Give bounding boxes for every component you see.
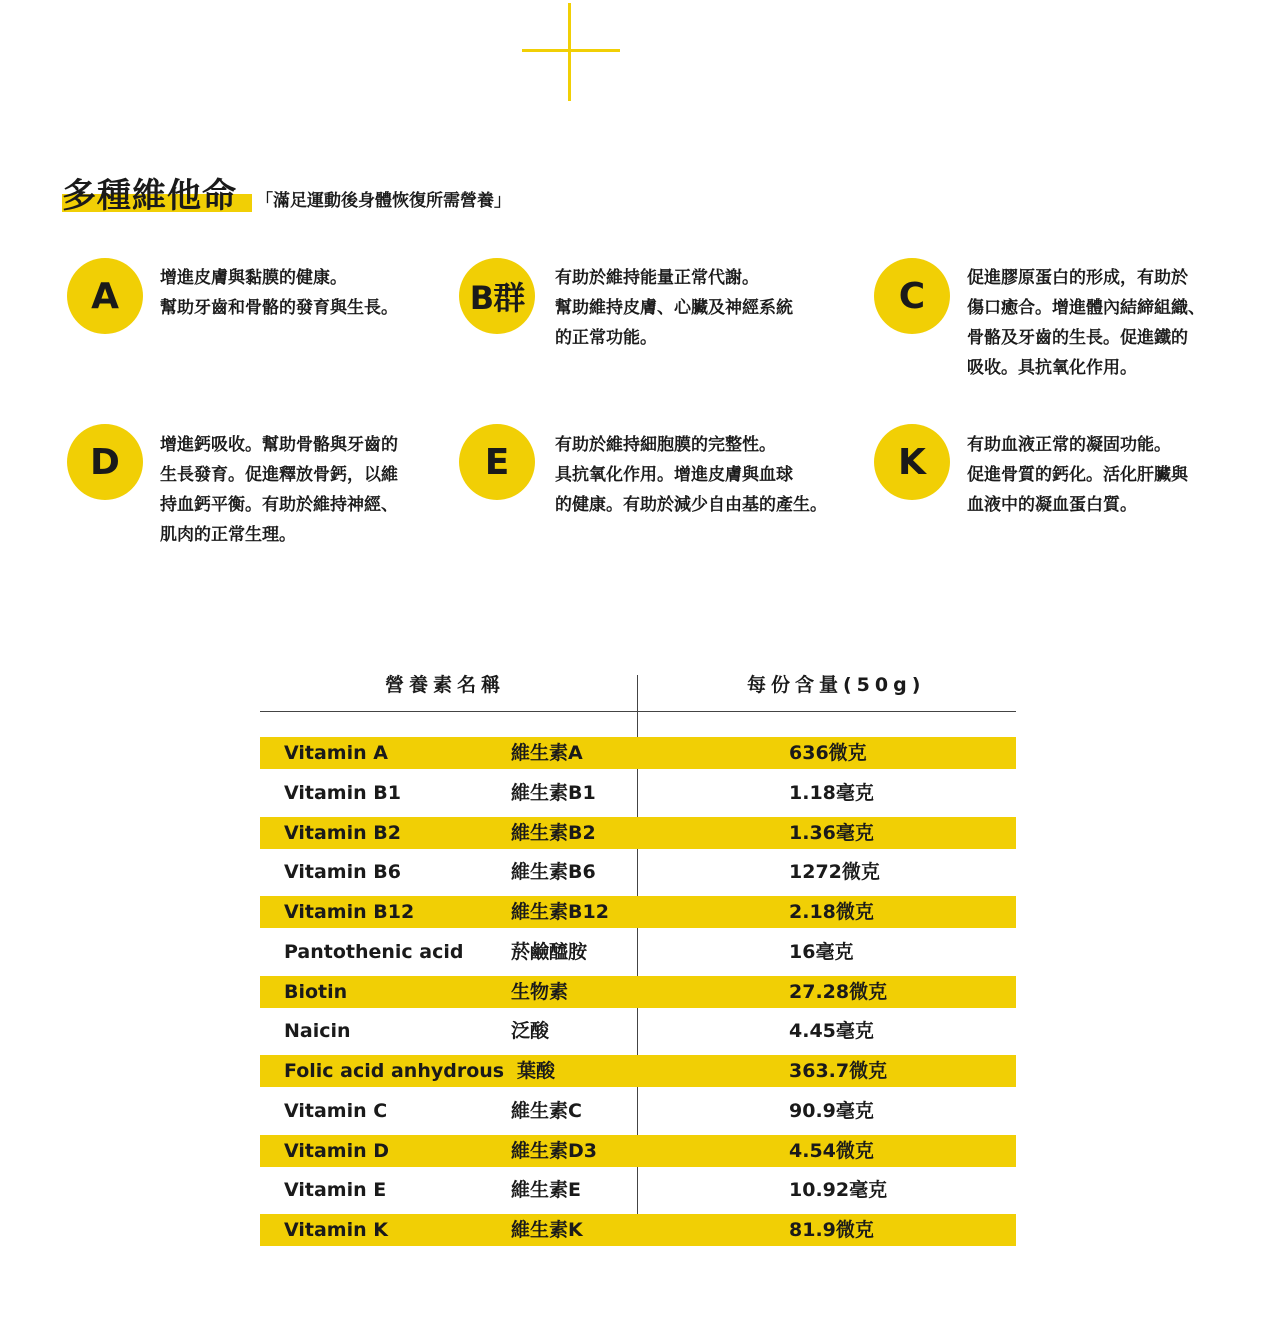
nutrient-amount: 4.54微克 [789,1139,874,1162]
nutrient-english-name: Biotin [284,980,348,1003]
nutrient-amount: 81.9微克 [789,1219,874,1241]
nutrient-chinese-name: 維生素B1 [511,781,596,804]
table-row [260,737,1016,777]
vitamin-desc-a: 增進皮膚與黏膜的健康。 幫助牙齒和骨骼的發育與生長。 [160,268,398,318]
table-row [260,1135,1016,1175]
nutrient-amount: 4.45毫克 [789,1020,874,1043]
nutrient-chinese-name: 維生素B6 [511,861,596,884]
vitamin-desc-c: 促進膠原蛋白的形成，有助於 傷口癒合。增進體內結締組織、 骨骼及牙齒的生長。促進鐵的 吸收。具抗氧化作用。 [967,268,1205,378]
table-row [260,856,1016,896]
nutrient-amount: 636微克 [789,742,867,764]
nutrient-chinese-name: 維生素B2 [511,821,596,844]
nutrient-chinese-name: 維生素B12 [511,901,609,923]
nutrient-english-name: Vitamin B6 [284,861,401,884]
nutrient-english-name: Vitamin B1 [284,781,401,804]
nutrient-amount: 1272微克 [789,861,880,884]
decorative-cross [522,3,620,101]
page-title: 多種維他命 [62,176,237,216]
table-row [260,1055,1016,1095]
vitamin-badge-k: K [874,424,950,500]
nutrient-amount: 27.28微克 [789,980,888,1003]
table-row [260,817,1016,857]
table-row [260,1015,1016,1055]
vitamin-badge-b: B群 [459,258,535,334]
nutrient-english-name: Vitamin B2 [284,821,401,844]
nutrient-amount: 10.92毫克 [789,1179,888,1202]
table-header-amount: 每份含量(50g) [747,674,926,696]
table-row [260,1174,1016,1214]
nutrient-english-name: Vitamin E [284,1179,387,1202]
vitamin-desc-d: 增進鈣吸收。幫助骨骼與牙齒的 生長發育。促進釋放骨鈣，以維 持血鈣平衡。有助於維持神經、 肌肉的正常生理。 [160,435,398,545]
row-highlight [260,976,1016,1008]
table-row [260,936,1016,976]
nutrient-chinese-name: 生物素 [511,980,569,1003]
nutrient-chinese-name: 維生素E [511,1179,581,1202]
table-row [260,896,1016,936]
nutrient-amount: 1.36毫克 [789,821,874,844]
table-row [260,976,1016,1016]
table-row [260,777,1016,817]
nutrient-english-name: Folic acid anhydrous [284,1060,505,1082]
vitamin-desc-b: 有助於維持能量正常代謝。 幫助維持皮膚、心臟及神經系統 的正常功能。 [555,268,793,348]
nutrient-english-name: Vitamin D [284,1139,390,1162]
nutrient-chinese-name: 葉酸 [517,1060,556,1082]
nutrient-amount: 16毫克 [789,940,854,963]
table-row [260,1214,1016,1254]
nutrient-english-name: Vitamin A [284,742,388,764]
nutrient-english-name: Naicin [284,1020,351,1043]
nutrient-amount: 2.18微克 [789,901,874,923]
nutrient-chinese-name: 維生素K [511,1219,583,1241]
cross-vertical-line [568,3,571,101]
vitamin-badge-e: E [459,424,535,500]
nutrient-chinese-name: 維生素C [511,1099,582,1122]
nutrient-english-name: Vitamin C [284,1099,388,1122]
nutrient-chinese-name: 泛酸 [511,1020,550,1043]
nutrient-english-name: Pantothenic acid [284,940,464,963]
vitamin-desc-e: 有助於維持細胞膜的完整性。 具抗氧化作用。增進皮膚與血球 的健康。有助於減少自由基的產生。 [555,435,827,515]
nutrient-amount: 363.7微克 [789,1060,888,1082]
cross-horizontal-line [522,49,620,52]
table-body [260,737,1016,1254]
vitamin-badge-d: D [67,424,143,500]
nutrient-amount: 1.18毫克 [789,781,874,804]
page-subtitle: 「滿足運動後身體恢復所需營養」 [256,191,511,211]
nutrient-chinese-name: 菸鹼醯胺 [511,940,588,963]
nutrient-english-name: Vitamin B12 [284,901,415,923]
nutrient-chinese-name: 維生素D3 [511,1139,597,1162]
vitamin-badge-c: C [874,258,950,334]
nutrient-amount: 90.9毫克 [789,1099,874,1122]
table-row [260,1095,1016,1135]
vitamin-desc-k: 有助血液正常的凝固功能。 促進骨質的鈣化。活化肝臟與 血液中的凝血蛋白質。 [967,435,1188,515]
table-header-name: 營養素名稱 [385,674,506,696]
vitamin-badge-a: A [67,258,143,334]
table-header-divider [260,711,1016,712]
nutrient-english-name: Vitamin K [284,1219,388,1241]
nutrient-chinese-name: 維生素A [511,742,583,764]
